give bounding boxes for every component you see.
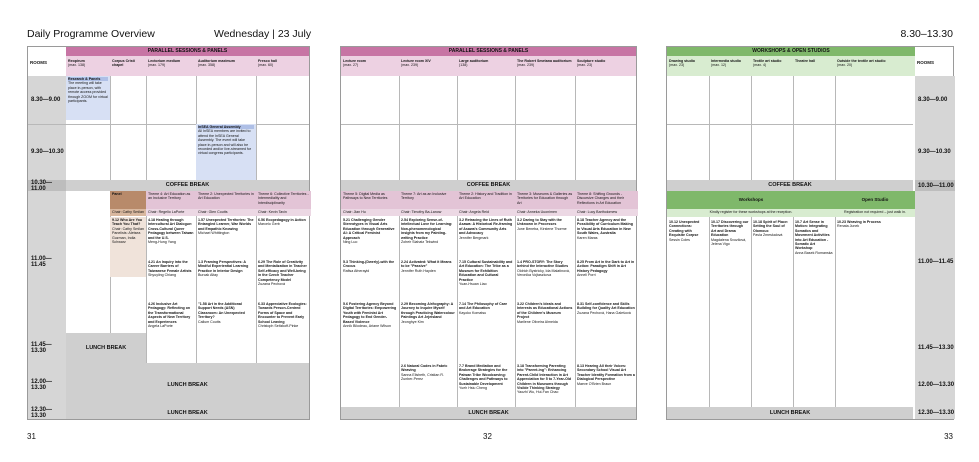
right-room-0: Drawing studio (max. 23) [669, 59, 695, 68]
coffee-break: COFFEE BREAK [341, 180, 636, 191]
theme-4-header: Theme 4: Art Education as an Inclusive Territory [146, 191, 196, 209]
workshop: 10.17 Discovering our Territories through Art and Drama Education Magdalena Svozilová, Jelena Vigo [711, 220, 749, 247]
theme-header: Theme 7: Art as an Inclusive Territory [399, 191, 457, 209]
time-slot: 11.00—11.45 [28, 191, 66, 333]
theme-2-header: Theme 2: Unexpected Territories in Art Education [196, 191, 256, 209]
chair: Chair: Timothy Ba-Lanow [399, 209, 457, 216]
chair: Chair: Anneka Uuonimen [515, 209, 575, 216]
coffee-break: COFFEE BREAK [66, 180, 309, 191]
lunch-break: LUNCH BREAK [66, 333, 146, 363]
session: 5.6 Fostering Agency Beyond Digital Territories: Empowering Youth with Feminist Art Pedagogy to End Gender-Based Violence Annik Bilodeau, Ariane Wilson [343, 302, 397, 329]
session: 4.26 Inclusive Art Pedagogy: Reflecting on the Transformational Aspects of New Territory and Experiences Angela LaPorte [148, 302, 191, 329]
chair: Chair: Regelio LaPorte [146, 209, 196, 216]
session: 7.7 Brand Mediation and Brokerage Strategies for the Paiwan Tribe Woodcarving: Challenges and Pathways to Sustainable Development Yueh Hsiu Cheng [459, 364, 508, 391]
session: 2.54 Exploring Sense-of-intellectual Love for Learning: Non-phenomenological insights from my Painting-writing Practice Zoheir Siahatz Tekwind [401, 218, 453, 245]
session: 5.21 Challenging Gender Stereotypes in Visual Arts Education through Generative AI: A Critical Feminist Approach Ning Luo [343, 218, 395, 245]
session: 6.29 The Role of Creativity and Mentalization in Teacher Self-efficacy and Well-being in the Czech Teacher Competency Model Zuzana Pechová [258, 260, 307, 287]
left-room-0: Reopirum (max. 138) [68, 59, 86, 68]
session: 4.18 Healing through Intercultural Art Dialogue: Cross-Cultural Queer Pedagogy between Taiwan and the U.S. Meng-Hung Yang [148, 218, 194, 245]
session: "1.58 Art in the Additional Support Needs (ASN) Classroom: An Unexpected Territory? Callum Coutts [198, 302, 245, 324]
session: 8.31 Self-confidence and Skills Building for Quality Art Education Zuzana Pechová, Hana Galešová [577, 302, 635, 315]
workshop: 10.18 Spirit of Place: Setting the Soul of Olomouc Pavla Zmeskalová [753, 220, 789, 238]
time-slot: 12.30—13.30 [28, 407, 66, 419]
right-timetable [666, 46, 954, 420]
research-panels-box: Research & Panels The meeting will take place in-person, with remote access provided through ZOOM for virtual participants. [66, 76, 110, 120]
lunch-break: LUNCH BREAK [66, 407, 309, 419]
open-studio-header: Open Studio [835, 191, 915, 209]
session: 8.25 From Art in the Dark to Art in Action: Paradigm Shift in Art History Pedagogy Anneli Porri [577, 260, 635, 278]
lunch-break: LUNCH BREAK [341, 407, 636, 419]
session: 3.2 Daring to Stay with the Unknown in Processes June Beneba, Kirstene Thorme [517, 218, 567, 231]
panel-label: Panel [110, 191, 146, 209]
time-slot: 11.00—11.45 [915, 191, 955, 333]
coffee-break: COFFEE BREAK [667, 180, 913, 191]
left-room-1: Corpus Cristi chapel [112, 59, 135, 68]
right-room-1: Intermedia studio (max. 12) [711, 59, 741, 68]
session: 6.56 Ecopedagogy in Action Marcelo Gerb [258, 218, 306, 227]
left-section-header [66, 47, 309, 56]
time-slot: 8.30—9.00 [28, 76, 66, 124]
session: 8.18 Teacher Agency and the Possibility of Curriculum Making in Visual Arts Education in New South Wales, Australia Karen Maras [577, 218, 633, 240]
session: 7.15 Cultural Sustainability and Art Education: The Tribe as a Museum for Exhibition Education and Cultural Practice Yuan-Hsuan Liao [459, 260, 513, 287]
right-room-3: Theatre hall [795, 59, 816, 63]
workshop: 10.7 Art Sense in Motion: Integrating Somatics and Movement Activities into Art Education - Somatic Art Workshop Anna Basek Romanska [795, 220, 833, 255]
session: 7.14 The Philosophy of Care and Art Education Kayoko Komatsu [459, 302, 508, 315]
chair: Chair: Cathy Smilan [110, 209, 146, 216]
middle-room-1: Lecture room XIV (max. 239) [401, 59, 431, 68]
theme-header: Theme 8: Shifting Grounds - Discursive Changes and their Reflections in Art Education [575, 191, 638, 209]
time-slot: 12.30—13.30 [915, 407, 955, 419]
session: 4.21 An Inquiry into the Career Barriers of Taiwanese Female Artists Shyuyiing Chiang [148, 260, 192, 278]
time-slot: 10.30—11.00 [28, 180, 66, 191]
theme-header: Theme 3: Museums & Galleries as Territories for Education through Art [515, 191, 575, 209]
time-slot: 12.00—13.30 [28, 363, 66, 407]
theme-header: Theme 5: Digital Media as Pathways to New Territories [341, 191, 399, 209]
right-rooms-label: ROOMS [917, 60, 935, 65]
session: 2.24 Activated: What it Means to be "Passive" Jennifer Ruth Hayden [401, 260, 452, 273]
middle-section-header: PARALLEL SESSIONS & PANELS [341, 47, 636, 56]
session: 6.33 Appreciative Ecologies: Towards Person-Centred Forms of Space and Encounter to Prevent Early School Leaving Christoph Seltzkoff-Pinke [258, 302, 307, 329]
page-number: 31 [27, 432, 36, 441]
theme-header: Theme 2: History and Tradition in Art Education [457, 191, 515, 209]
time-slot: 8.30—9.00 [915, 76, 955, 124]
session: 8.13 Hearing All their Voices: Secondary School Visual Art Teacher Identity Formation from a Dialogical Perspective Maeve O'Brien Braun [577, 364, 635, 386]
session: 2.6 Natural Codes in Fabric Weaving Sanna Elisheth, Cristian R. Zunber-Perez [401, 364, 448, 382]
page-number: 32 [483, 432, 492, 441]
session: 1.57 Unexpected Territories: The Entangled Learner, War Worlds and Empathic Knowing Michael Whittington [198, 218, 254, 236]
time-slot: 12.00—13.30 [915, 363, 955, 407]
middle-room-2: Large auditorium (138) [459, 59, 489, 68]
session: 9.12 Who Are You Teach You That? Chair: Cathy Smilan Panelists: Aletsea Guzman, India Schwarz [110, 217, 146, 277]
chair: Chair: Angela Reid [457, 209, 515, 216]
session: 3.2 Retracing the Lines of Ruth Asawa: A Historical Re-framing of Asawa's Community Arts and Advocacy Jennifer Bergmark [459, 218, 513, 240]
chair: Chair: Glen Coutts [196, 209, 256, 216]
theme-6-header: Theme 6: Collective Territories - Intermediality and Interdisciplinarity [256, 191, 311, 209]
chair: Chair: Lucy Bartholomew [575, 209, 638, 216]
time-slot: 9.30—10.30 [28, 124, 66, 180]
left-room-3: Auditorium maximum (max. 358) [198, 59, 235, 68]
general-assembly-box: InSEA General Assembly All InSEA members are invited to attend the InSEA General Assembly. The event will take place in-person and will also be recorded and/or live-streamed for virtual congress participants. [196, 124, 256, 180]
right-room-2: Textile art studio (max. 4) [753, 59, 782, 68]
session: 3.18 Transforming Parenting into "Parent-ing": Enhancing Parent-Child Interaction in Art Appreciation for 5 to 7-Year-Old Children in Museums through Visible Thinking Strategy Yaozhi Wu, Hui-Fan Chao [517, 364, 572, 395]
session: 5.3 Thinking-(Dwerly)-with the Crocus Rafisa Afnerayid [343, 260, 395, 273]
session: 1.4 PRO-STORY: The Story behind the Interactive Studies Oldrich Bystricky, Ida Malatinová, Veronika Vojtaszkova [517, 260, 570, 278]
workshops-header: Workshops [667, 191, 835, 209]
time-slot: 10.30—11.00 [915, 180, 955, 191]
workshop: 10.23 Weaving in Process Renata Junek [837, 220, 881, 229]
open-studio-note: Registration not required – just walk in. [835, 209, 915, 217]
time-slot: 9.30—10.30 [915, 124, 955, 180]
left-timetable [27, 46, 310, 420]
lunch-break: LUNCH BREAK [66, 363, 309, 407]
date-title: Wednesday | 23 July [214, 28, 312, 40]
left-room-4: Fresco hall (max. 60) [258, 59, 277, 68]
page-number: 33 [944, 432, 953, 441]
middle-room-4: Sculpture studio (max. 23) [577, 59, 606, 68]
session: 1.3 Framing Perspectives: A Mindful Experiential Learning Practice in Interior Design Burcak Altay [198, 260, 249, 278]
session: 3.22 Children's Ideals and Interests as Educational Actions of the Children's Museum Project Marilene Oliveira Almeida [517, 302, 573, 324]
left-section-title: PARALLEL SESSIONS & PANELS [147, 48, 228, 54]
time-slot: 11.45—13.30 [28, 333, 66, 363]
left-title: Daily Programme Overview [27, 28, 155, 40]
middle-room-3: The Robert Smetana auditorium (max. 239) [517, 59, 572, 68]
workshop: 10.12 Unexpected Connections: Creating with Exquisite Corpse Sessin Coles [669, 220, 700, 242]
right-room-4: Outside the textile art studio (max. 20) [837, 59, 886, 68]
chair: Chair: Jian Hu [341, 209, 399, 216]
right-section-header: WORKSHOPS & OPEN STUDIOS [667, 47, 915, 56]
middle-timetable [340, 46, 637, 420]
rooms-label: ROOMS [30, 60, 48, 65]
session: 2.29 Becoming A/r/tography: A Journey to Inquire Myself through Practicing Watercolour Paintings Art Jejeisland Jeonghye Kim [401, 302, 455, 324]
time-slot: 11.45—13.30 [915, 333, 955, 363]
lunch-break: LUNCH BREAK [667, 407, 913, 419]
left-room-2: Lectorium medium (max. 179) [148, 59, 181, 68]
workshops-note: Kindly register for these workshops at the reception. [667, 209, 835, 217]
chair: Chair: Kevin Tavin [256, 209, 311, 216]
time-range-title: 8.30–13.30 [900, 28, 953, 40]
middle-room-0: Lecture room (max. 27) [343, 59, 366, 68]
